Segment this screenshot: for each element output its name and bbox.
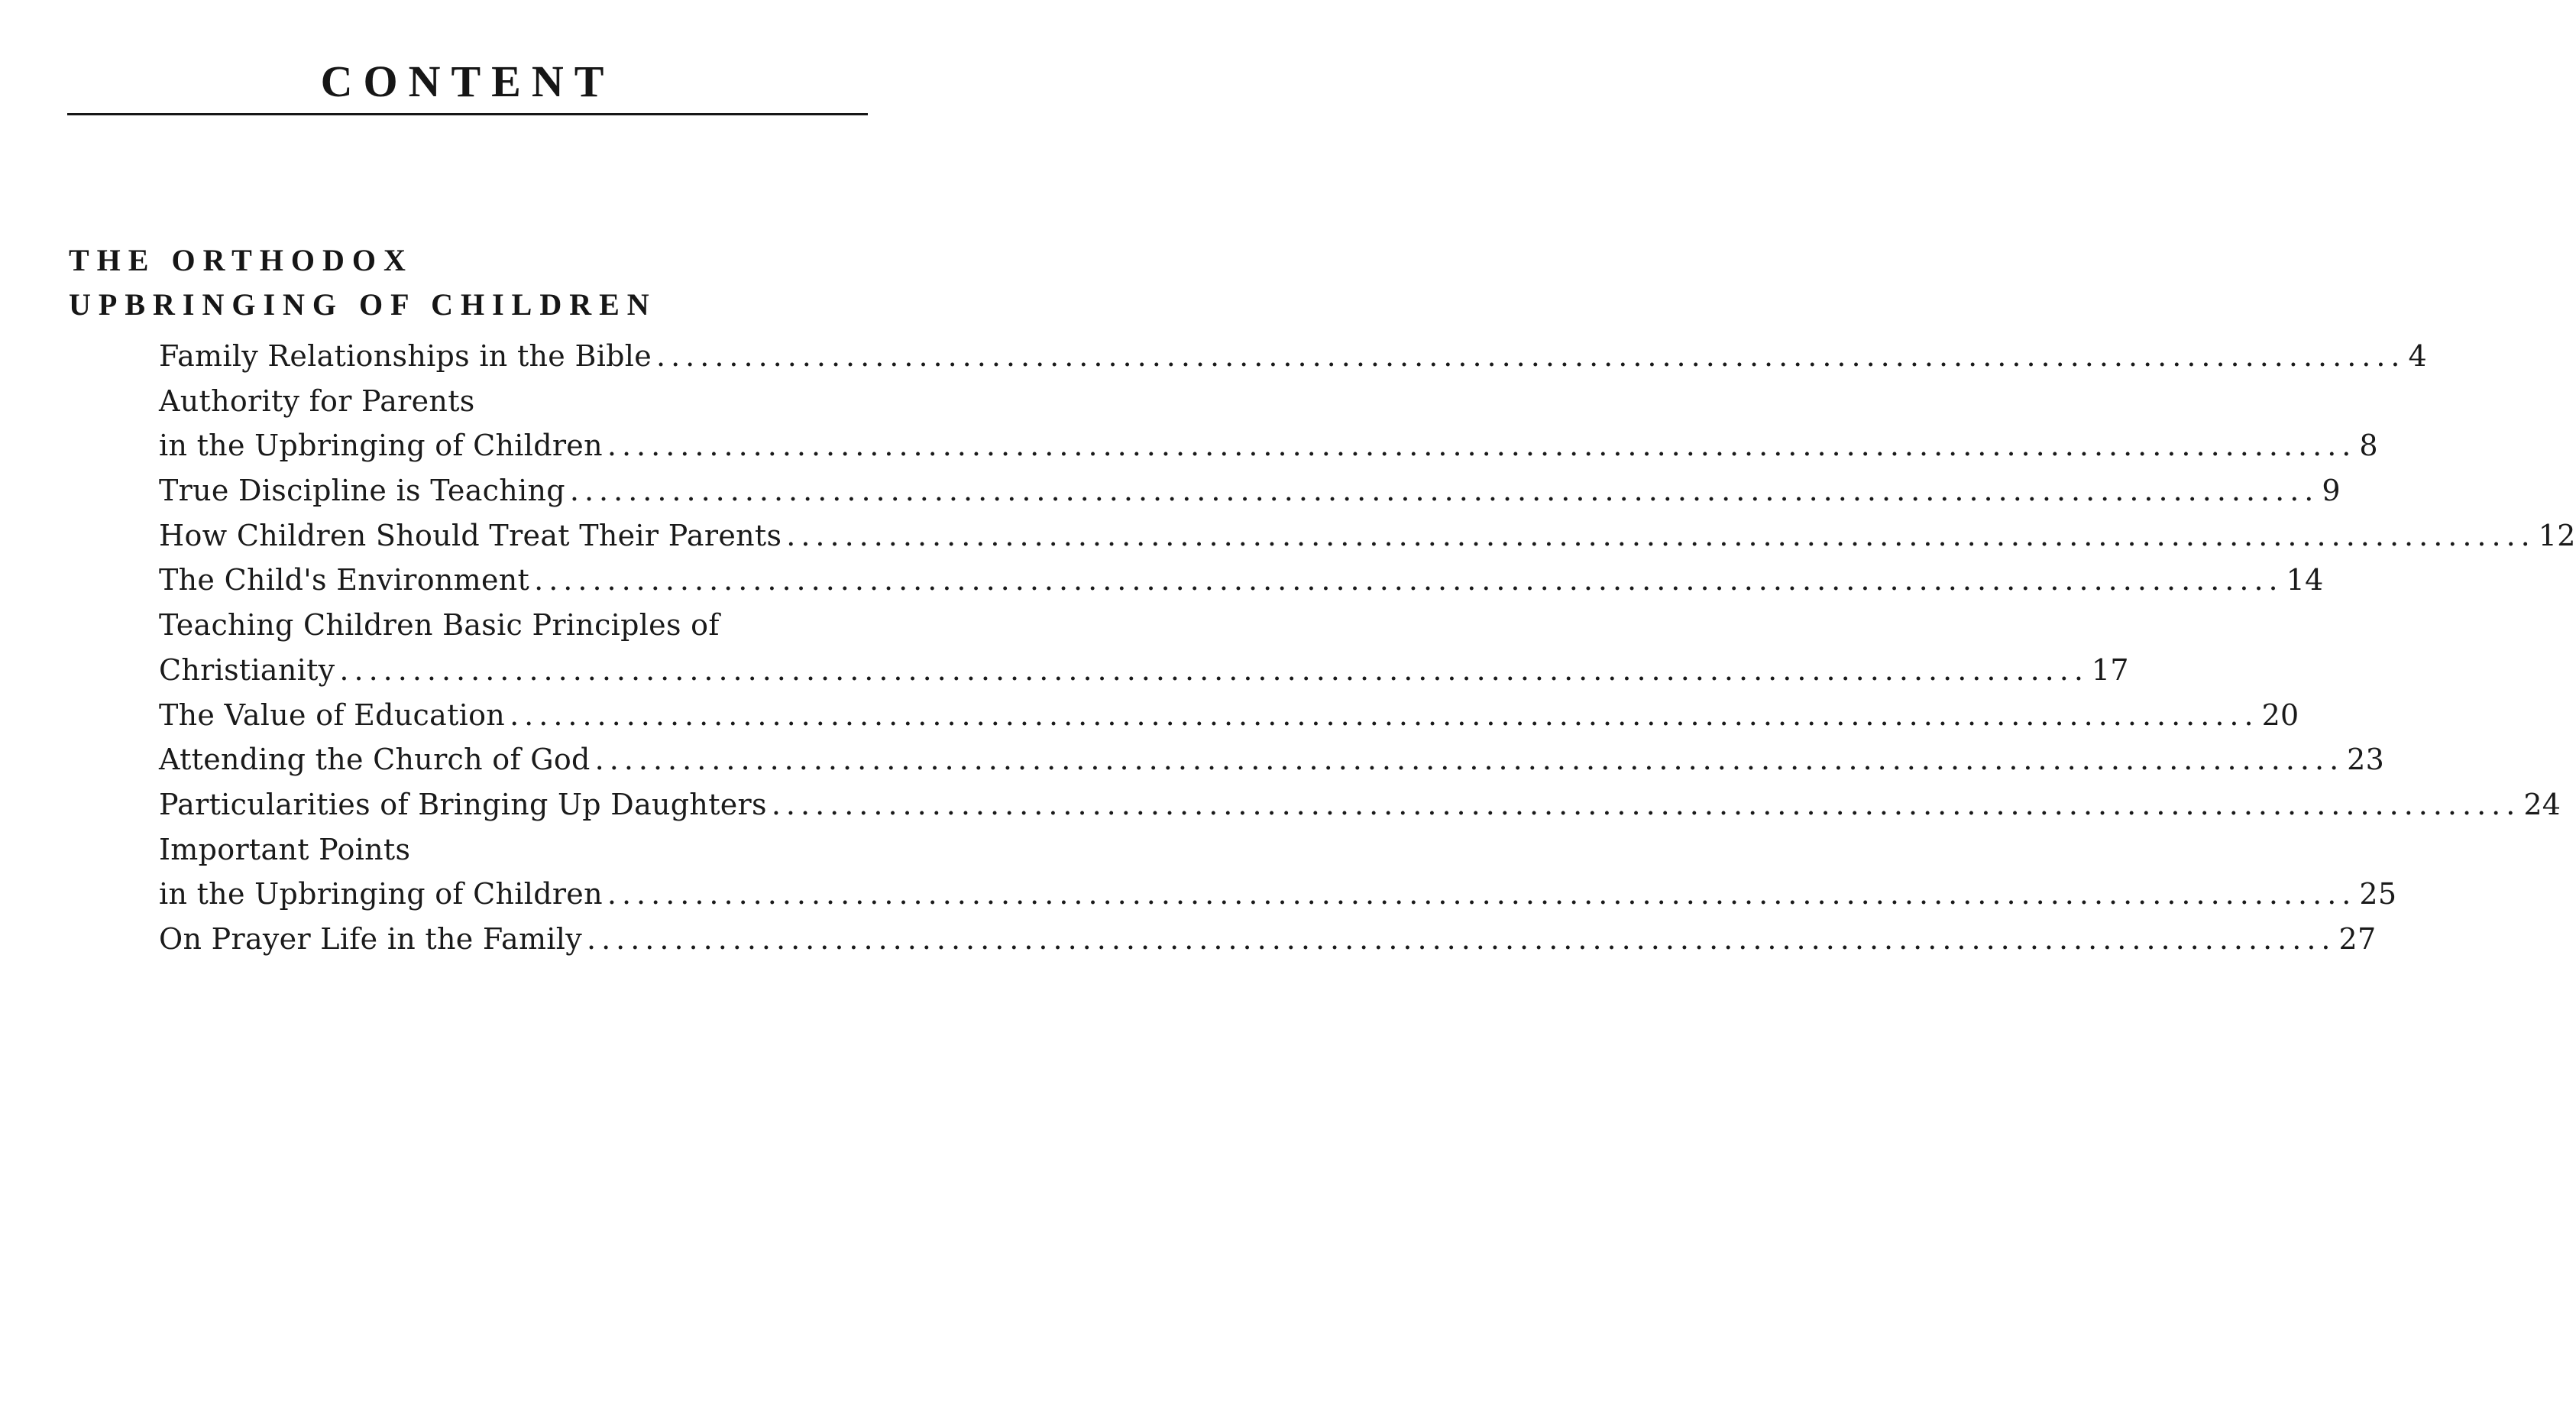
toc-entry[interactable] xyxy=(159,468,2341,513)
toc-entry[interactable] xyxy=(159,558,2324,603)
section-heading-line-1: THE ORTHODOX xyxy=(69,243,413,277)
toc-entry-title: The Child's Environment xyxy=(159,563,530,597)
toc-entry-title: Family Relationships in the Bible xyxy=(159,339,652,373)
toc-entry[interactable] xyxy=(159,872,2397,917)
toc-entry-page: 23 xyxy=(2347,743,2385,777)
toc-entry-page: 14 xyxy=(2286,563,2324,597)
toc-entry-title-first-line[interactable] xyxy=(159,827,868,872)
dot-leader: ........................................................................................................................ xyxy=(534,563,2283,597)
toc-entry-title: True Discipline is Teaching xyxy=(159,474,565,508)
dot-leader: ........................................................................................................................ xyxy=(786,518,2536,552)
toc-entry-page: 12 xyxy=(2538,518,2576,552)
toc-entry-page: 4 xyxy=(2408,339,2427,373)
dot-leader: ........................................................................................................................ xyxy=(656,339,2406,373)
toc-entry-title: Particularities of Bringing Up Daughters xyxy=(159,787,767,821)
toc-entry-title-first-line[interactable] xyxy=(159,379,868,424)
toc-entry[interactable] xyxy=(159,737,2385,782)
toc-entry[interactable] xyxy=(159,334,2427,379)
toc-entry[interactable] xyxy=(159,917,2377,962)
toc-entry-title-continued: in the Upbringing of Children xyxy=(159,877,603,911)
toc-entry-page: 17 xyxy=(2091,652,2129,687)
dot-leader: ........................................................................................................................ xyxy=(586,921,2336,956)
toc-entry-page: 9 xyxy=(2322,474,2341,508)
toc-entry-title: On Prayer Life in the Family xyxy=(159,921,582,956)
toc-entry[interactable] xyxy=(159,693,2299,738)
dot-leader: ........................................................................................................................ xyxy=(339,652,2089,687)
dot-leader: ........................................................................................................................ xyxy=(771,787,2521,821)
toc-entry-title: Authority for Parents xyxy=(159,384,475,418)
toc-entry-title-first-line[interactable] xyxy=(159,603,868,648)
toc-entry-title: How Children Should Treat Their Parents xyxy=(159,518,782,552)
section-heading-line-2: UPBRINGING OF CHILDREN xyxy=(69,287,657,322)
toc-entry[interactable] xyxy=(159,423,2378,468)
toc-entry-page: 24 xyxy=(2523,787,2561,821)
dot-leader: ........................................................................................................................ xyxy=(607,429,2357,463)
toc-entry-title: Important Points xyxy=(159,832,411,866)
dot-leader: ........................................................................................................................ xyxy=(594,743,2345,777)
toc-entry-title: Teaching Children Basic Principles of xyxy=(159,608,720,643)
toc-entry-title: Attending the Church of God xyxy=(159,743,591,777)
toc-entry-page: 25 xyxy=(2359,877,2397,911)
toc-entry-title-continued: in the Upbringing of Children xyxy=(159,429,603,463)
toc-entry-title: The Value of Education xyxy=(159,698,506,732)
toc-entry-title-continued: Christianity xyxy=(159,652,335,687)
table-of-contents xyxy=(159,334,2576,962)
toc-entry[interactable] xyxy=(159,648,2129,693)
toc-entry[interactable] xyxy=(159,782,2561,827)
section-heading xyxy=(69,238,657,327)
toc-entry-page: 8 xyxy=(2359,429,2378,463)
dot-leader: ........................................................................................................................ xyxy=(607,877,2357,911)
toc-entry[interactable] xyxy=(159,513,2576,558)
toc-entry-page: 27 xyxy=(2338,921,2377,956)
dot-leader: ........................................................................................................................ xyxy=(569,474,2319,508)
title-underline xyxy=(67,113,868,115)
toc-entry-page: 20 xyxy=(2261,698,2299,732)
page-title: CONTENT xyxy=(320,57,615,106)
dot-leader: ........................................................................................................................ xyxy=(510,698,2259,732)
